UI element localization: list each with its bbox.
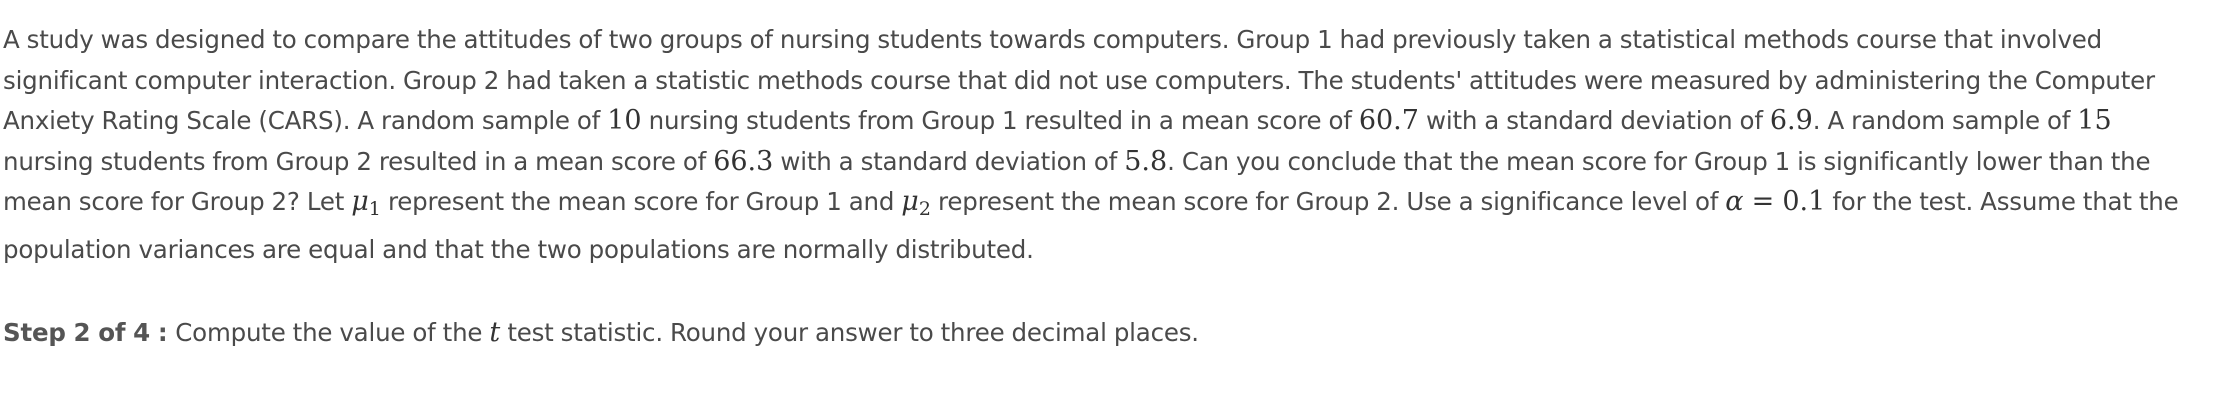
- step-text: Compute the value of the: [175, 318, 490, 347]
- problem-intro-text: A study was designed to compare the attitudes of two groups of nursing students towards computers. Group 1 had previously taken a statistical methods course that involved significant computer interaction. Group 2 had taken a statistic methods course that did not use computers. The students' attitudes were measured by administering the Computer Anxiety Rating Scale (CARS). A random sample of: [3, 25, 2155, 135]
- mu-glyph: μ: [901, 186, 919, 217]
- problem-text: with a standard deviation of: [1418, 106, 1770, 135]
- mu-glyph: μ: [351, 186, 369, 217]
- problem-text: nursing students from Group 2 resulted in a mean score of: [3, 146, 714, 176]
- group2-sample-size: 15: [2077, 105, 2112, 136]
- group1-sd: 6.9: [1769, 105, 1813, 136]
- t-glyph: t: [489, 317, 501, 348]
- step-label: Step 2 of 4: [3, 318, 150, 347]
- mu2-subscript: 2: [918, 198, 931, 220]
- problem-text: represent the mean score for Group 2. Use a significance level of: [930, 187, 1726, 216]
- mu2-symbol: [901, 186, 931, 220]
- step-instruction: [3, 313, 1199, 353]
- group2-sd: 5.8: [1124, 145, 1168, 177]
- mu1-symbol: [351, 186, 381, 220]
- step-colon: :: [150, 318, 176, 347]
- group1-sample-size: 10: [607, 105, 642, 136]
- problem-text: . A random sample of: [1812, 106, 2078, 135]
- problem-text: for the test. Assume that the population variances are equal and that the two populations are normally distributed.: [3, 187, 2179, 264]
- group1-mean: 60.7: [1358, 105, 1419, 136]
- t-symbol: [489, 317, 500, 348]
- problem-statement: [3, 20, 2208, 270]
- group2-mean: 66.3: [713, 145, 774, 177]
- equals-sign: =: [1743, 186, 1783, 217]
- mu1-subscript: 1: [368, 198, 381, 220]
- step-text: test statistic. Round your answer to three decimal places.: [500, 318, 1199, 347]
- alpha-value: 0.1: [1782, 186, 1826, 217]
- problem-text: nursing students from Group 1 resulted in a mean score of: [641, 106, 1359, 135]
- problem-text: . Can you conclude that the mean score for Group 1 is significantly lower than the mean score for Group 2? Let: [3, 146, 2151, 216]
- alpha-symbol: α: [1725, 186, 1744, 217]
- problem-text: with a standard deviation of: [773, 146, 1125, 176]
- problem-text: represent the mean score for Group 1 and: [380, 187, 902, 216]
- alpha-expression: [1725, 186, 1825, 217]
